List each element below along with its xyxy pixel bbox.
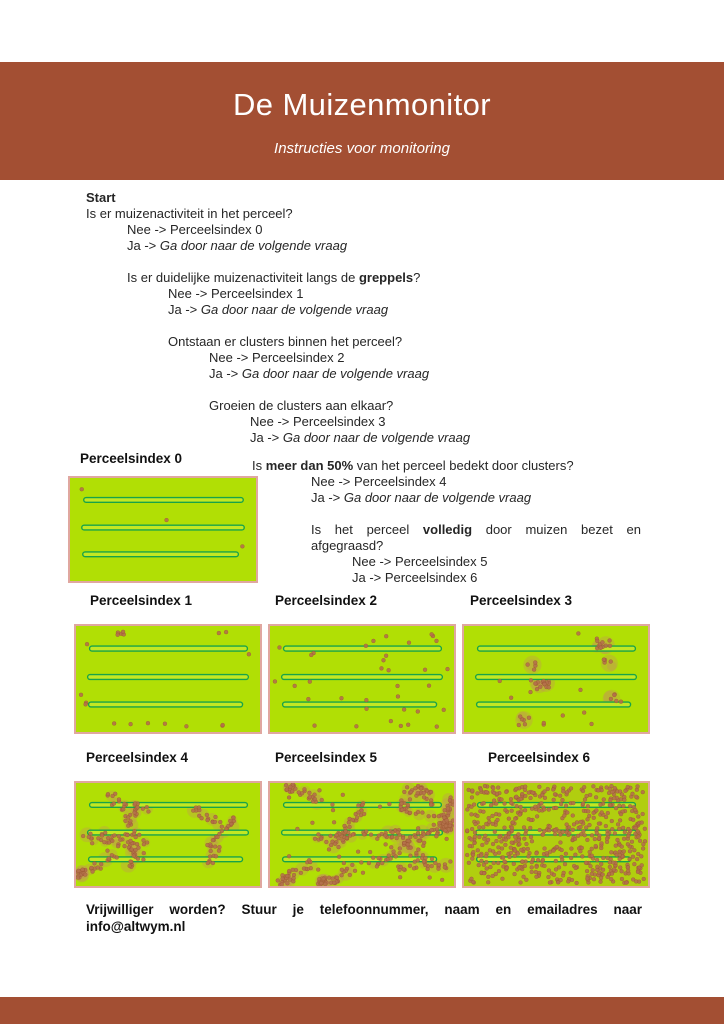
text-segment: Ga door naar de volgende vraag <box>241 366 430 381</box>
flow-line <box>209 350 470 366</box>
text-segment: door muizen bezet en afgegraasd? <box>311 522 641 553</box>
flow-line <box>250 414 470 430</box>
spacer <box>86 382 470 398</box>
figure-label: Perceelsindex 0 <box>80 451 183 466</box>
figure-label: Perceelsindex 1 <box>90 593 193 608</box>
flow-line <box>252 458 652 474</box>
flow-line <box>250 430 470 446</box>
field-image <box>68 476 258 583</box>
field-diagram <box>270 783 454 886</box>
text-segment: Start <box>86 190 116 205</box>
text-segment: Groeien de clusters aan elkaar? <box>209 398 394 413</box>
text-segment: Nee -> Perceelsindex 5 <box>352 554 488 569</box>
instruction-flow <box>86 190 470 446</box>
volunteer-callout <box>86 901 642 935</box>
text-segment: Is er duidelijke muizenactiviteit langs de <box>127 270 359 285</box>
text-segment: Nee -> Perceelsindex 1 <box>168 286 304 301</box>
field-diagram <box>464 783 648 886</box>
text-segment: volledig <box>422 522 473 537</box>
figure-label: Perceelsindex 2 <box>275 593 378 608</box>
field-diagram <box>76 626 260 732</box>
field-diagram <box>270 626 454 732</box>
flow-line <box>127 238 470 254</box>
text-segment: Ja -> <box>127 238 160 253</box>
flow-line <box>168 286 470 302</box>
footer-band <box>0 997 724 1024</box>
perceelsindex-3-figure <box>462 593 650 734</box>
figure-label: Perceelsindex 5 <box>275 750 378 765</box>
text-segment: greppels <box>358 270 414 285</box>
field-image <box>268 781 456 888</box>
flow-line <box>311 490 652 506</box>
flow-line <box>86 206 470 222</box>
text-segment: Ja -> <box>209 366 242 381</box>
flow-line <box>311 522 641 554</box>
text-segment: Ga door naar de volgende vraag <box>343 490 532 505</box>
instruction-flow-right <box>252 458 652 586</box>
perceelsindex-0-figure <box>68 451 258 583</box>
spacer <box>86 318 470 334</box>
spacer <box>86 254 470 270</box>
perceelsindex-4-figure <box>74 750 262 888</box>
flow-line <box>127 270 470 286</box>
text-segment: van het perceel bedekt door clusters? <box>353 458 574 473</box>
perceelsindex-1-figure <box>74 593 262 734</box>
text-segment: Ja -> Perceelsindex 6 <box>352 570 478 585</box>
flow-line <box>352 570 652 586</box>
flow-line <box>311 474 652 490</box>
text-segment: Is er muizenactiviteit in het perceel? <box>86 206 293 221</box>
header-band <box>0 62 724 180</box>
text-segment: Ja -> <box>168 302 201 317</box>
page-title: De Muizenmonitor <box>233 87 491 122</box>
perceelsindex-5-figure <box>268 750 456 888</box>
flow-line <box>209 366 470 382</box>
flow-line <box>352 554 652 570</box>
field-image <box>74 781 262 888</box>
text-segment: Nee -> Perceelsindex 4 <box>311 474 447 489</box>
flow-line <box>168 334 470 350</box>
text-segment: Nee -> Perceelsindex 3 <box>250 414 386 429</box>
text-segment: Ja -> <box>311 490 344 505</box>
perceelsindex-2-figure <box>268 593 456 734</box>
field-image <box>74 624 262 734</box>
text-segment: Ga door naar de volgende vraag <box>159 238 348 253</box>
text-segment: Is het perceel <box>311 522 423 537</box>
text-segment: meer dan 50% <box>265 458 354 473</box>
volunteer-email: info@altwym.nl <box>86 919 186 934</box>
text-segment: Ga door naar de volgende vraag <box>200 302 389 317</box>
flow-line <box>168 302 470 318</box>
text-segment: Ja -> <box>250 430 283 445</box>
page-subtitle: Instructies voor monitoring <box>274 140 450 157</box>
field-image <box>268 624 456 734</box>
text-segment: Nee -> Perceelsindex 0 <box>127 222 263 237</box>
volunteer-line1: Vrijwilliger worden? Stuur je telefoonnummer, naam en emailadres naar <box>86 902 642 917</box>
figure-label: Perceelsindex 3 <box>470 593 573 608</box>
field-diagram <box>464 626 648 732</box>
field-diagram <box>70 478 256 581</box>
flow-line <box>127 222 470 238</box>
text-segment: Nee -> Perceelsindex 2 <box>209 350 345 365</box>
perceelsindex-6-figure <box>462 750 650 888</box>
figure-label: Perceelsindex 4 <box>86 750 189 765</box>
text-segment: Ontstaan er clusters binnen het perceel? <box>168 334 403 349</box>
flow-line <box>209 398 470 414</box>
text-segment: Is <box>252 458 266 473</box>
field-image <box>462 781 650 888</box>
flow-line <box>86 190 470 206</box>
text-segment: Ga door naar de volgende vraag <box>282 430 471 445</box>
spacer <box>252 506 652 522</box>
field-image <box>462 624 650 734</box>
text-segment: ? <box>413 270 421 285</box>
field-diagram <box>76 783 260 886</box>
figure-label: Perceelsindex 6 <box>488 750 591 765</box>
